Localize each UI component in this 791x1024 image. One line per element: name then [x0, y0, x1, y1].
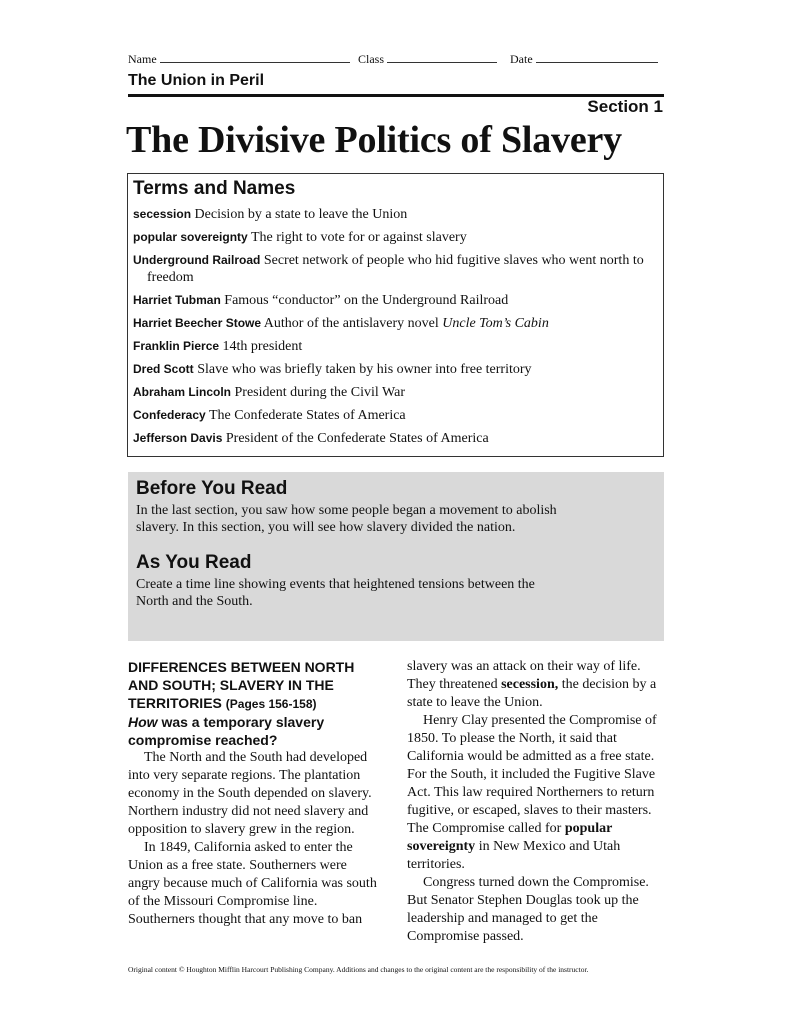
term-entry — [133, 315, 658, 332]
term-definition: 14th president — [222, 339, 303, 354]
paragraph-3 — [407, 712, 667, 874]
paragraph-1: The North and the South had developed into very separate regions. The plantation economy in the South depended on slavery. Northern industry did not need slavery and opposition to slavery grew in the region. — [128, 750, 372, 837]
question-text: was a temporary slavery compromise reached? — [128, 714, 325, 748]
term-name: Harriet Beecher Stowe — [133, 316, 262, 330]
term-definition: The right to vote for or against slavery — [250, 230, 467, 245]
terms-and-names-box — [127, 173, 664, 457]
header-rule — [128, 94, 664, 97]
question-emphasis: How — [128, 714, 158, 730]
as-you-read-heading: As You Read — [136, 552, 252, 573]
page-title: The Divisive Politics of Slavery — [126, 119, 622, 161]
term-name: Harriet Tubman — [133, 293, 221, 307]
p2-cont-a: slavery was an attack on their way of life. They threatened — [407, 659, 641, 692]
term-entry — [133, 206, 658, 223]
term-name: Confederacy — [133, 408, 206, 422]
term-definition: Decision by a state to leave the Union — [194, 207, 408, 222]
class-label: Class — [358, 52, 385, 66]
term-definition: Author of the antislavery novel — [263, 316, 439, 331]
term-definition: President of the Confederate States of America — [225, 431, 489, 446]
article-heading — [128, 658, 378, 713]
term-name: Jefferson Davis — [133, 431, 223, 445]
section-label: Section 1 — [587, 97, 663, 116]
term-popular-sovereignty: popular sovereignty — [407, 821, 613, 854]
term-name: Underground Railroad — [133, 253, 261, 267]
before-you-read-heading: Before You Read — [136, 478, 288, 499]
name-field[interactable] — [128, 52, 350, 67]
p3-b: in New Mexico and Utah territories. — [407, 839, 621, 872]
term-entry — [133, 407, 658, 424]
term-entry — [133, 384, 658, 401]
term-definition: President during the Civil War — [234, 385, 405, 400]
term-definition: Slave who was briefly taken by his owner into free territory — [197, 362, 532, 377]
article-column-right — [407, 658, 667, 946]
chapter-title: The Union in Peril — [128, 72, 265, 89]
term-entry — [133, 338, 658, 355]
term-entry — [133, 252, 658, 286]
paragraph-2: In 1849, California asked to enter the Union as a free state. Southerners were angry because much of California was south of the Missouri Compromise line. Southerners thought that any move to ban — [128, 840, 377, 927]
article-question — [128, 713, 378, 749]
article-pages: (Pages 156-158) — [225, 697, 317, 711]
date-label: Date — [510, 52, 533, 66]
term-name: popular sovereignty — [133, 230, 248, 244]
term-definition-title: Uncle Tom’s Cabin — [442, 316, 549, 331]
term-definition: The Confederate States of America — [208, 408, 406, 423]
terms-list — [133, 206, 658, 447]
article-heading-text: DIFFERENCES BETWEEN NORTH AND SOUTH; SLAVERY IN THE TERRITORIES — [128, 659, 355, 711]
term-entry — [133, 229, 658, 246]
term-entry — [133, 361, 658, 378]
reading-guide-box — [128, 472, 664, 641]
term-secession: secession, — [501, 677, 559, 692]
copyright-footer: Original content © Houghton Mifflin Harcourt Publishing Company. Additions and changes to the original content are the responsibility of the instructor. — [128, 965, 589, 974]
term-name: Franklin Pierce — [133, 339, 220, 353]
term-name: secession — [133, 207, 192, 221]
term-entry — [133, 292, 658, 309]
term-definition: Secret network of people who hid fugitive slaves who went north to freedom — [147, 253, 644, 285]
p2-cont-b: the decision by a state to leave the Union. — [407, 677, 657, 710]
as-you-read-text: Create a time line showing events that heightened tensions between the North and the South. — [136, 577, 535, 609]
article-column-left — [128, 658, 378, 929]
before-you-read-text: In the last section, you saw how some people began a movement to abolish slavery. In this section, you will see how slavery divided the nation. — [136, 503, 557, 535]
p3-a: Henry Clay presented the Compromise of 1850. To please the North, it said that California would be admitted as a free state. For the South, it included the Fugitive Slave Act. This law required Northerners to return fugitive, or escaped, slaves to their masters. The Compromise called for — [407, 713, 657, 836]
paragraph-2-continued — [407, 658, 667, 712]
term-name: Dred Scott — [133, 362, 194, 376]
term-entry — [133, 430, 658, 447]
date-field[interactable] — [510, 52, 658, 67]
terms-heading: Terms and Names — [133, 178, 296, 199]
term-definition: Famous “conductor” on the Underground Railroad — [224, 293, 509, 308]
name-label: Name — [128, 52, 157, 66]
term-name: Abraham Lincoln — [133, 385, 232, 399]
paragraph-4: Congress turned down the Compromise. But Senator Stephen Douglas took up the leadership and managed to get the Compromise passed. — [407, 875, 649, 944]
class-field[interactable] — [358, 52, 497, 67]
